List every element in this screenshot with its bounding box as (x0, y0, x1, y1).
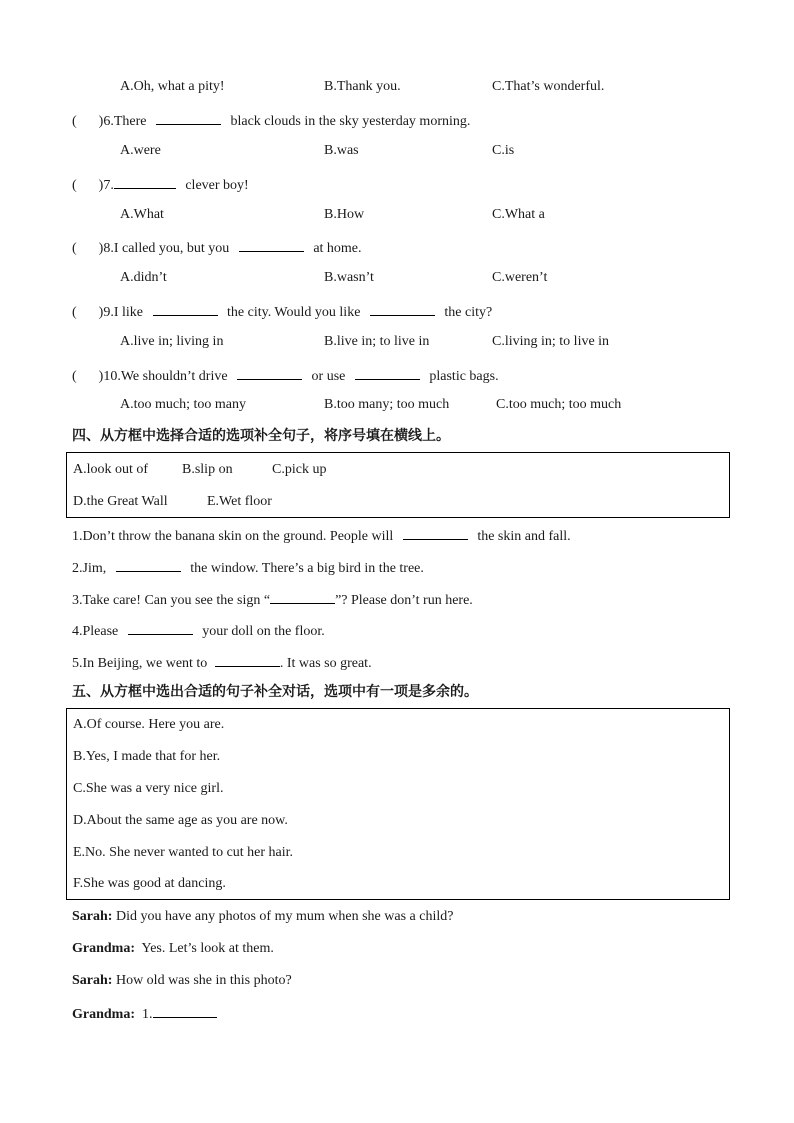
q9-stem: )9.I like (98, 305, 143, 320)
q10-rest: plastic bags. (429, 369, 499, 384)
q7-blank[interactable] (114, 173, 176, 189)
q10-mid: or use (311, 369, 346, 384)
q8-option-c: C.weren’t (492, 270, 548, 285)
q9-option-c: C.living in; to live in (492, 334, 610, 349)
q9-mid: the city. Would you like (227, 305, 361, 320)
word-option-d: D.the Great Wall (73, 494, 168, 509)
section-4-sentence-1 (72, 524, 571, 544)
q9-option-b: B.live in; to live in (324, 334, 430, 349)
sentence-4-blank[interactable] (128, 619, 193, 635)
q9-rest: the city? (444, 305, 493, 320)
sentence-3-blank[interactable] (270, 588, 335, 604)
sentence-5-text: 5.In Beijing, we went to (72, 656, 208, 671)
sentence-option-c: C.She was a very nice girl. (73, 781, 224, 796)
sentence-2-blank[interactable] (116, 556, 181, 572)
sentence-2-text: 2.Jim, (72, 561, 107, 576)
sentence-4-text: 4.Please (72, 624, 119, 639)
question-8 (72, 236, 362, 256)
q9-option-a: A.live in; living in (120, 334, 224, 349)
dialogue-text: 1. (142, 1007, 153, 1022)
sentence-option-d: D.About the same age as you are now. (73, 813, 288, 828)
q6-stem: )6.There (98, 114, 147, 129)
q8-option-a: A.didn’t (120, 270, 167, 285)
q6-option-b: B.was (324, 143, 359, 158)
answer-paren: ( (72, 114, 77, 129)
q10-option-a: A.too much; too many (120, 397, 246, 412)
sentence-option-a: A.Of course. Here you are. (73, 717, 225, 732)
q10-stem: )10.We shouldn’t drive (98, 369, 228, 384)
section-4-heading: 四、从方框中选择合适的选项补全句子，将序号填在横线上。 (72, 428, 450, 444)
q6-option-c: C.is (492, 143, 515, 158)
q8-rest: at home. (313, 241, 362, 256)
section-4-word-box (66, 452, 730, 518)
speaker-name: Grandma: (72, 1007, 135, 1022)
word-option-a: A.look out of (73, 462, 149, 477)
speaker-name: Grandma: (72, 941, 135, 956)
dialogue-line (72, 939, 274, 959)
q8-option-b: B.wasn’t (324, 270, 374, 285)
dialogue-line (72, 1002, 217, 1022)
answer-paren: ( (72, 241, 77, 256)
q6-rest: black clouds in the sky yesterday morning. (230, 114, 471, 129)
sentence-3-text: 3.Take care! Can you see the sign “ (72, 593, 271, 608)
dialogue-blank-1[interactable] (153, 1002, 217, 1018)
section-4-sentence-3 (72, 588, 473, 608)
question-7 (72, 173, 249, 193)
answer-paren: ( (72, 369, 77, 384)
dialogue-line (72, 907, 453, 927)
q7-rest: clever boy! (185, 178, 249, 193)
q7-option-a: A.What (120, 207, 164, 222)
sentence-3-end: ”? Please don’t run here. (335, 593, 473, 608)
word-option-b: B.slip on (182, 462, 233, 477)
q10-option-b: B.too many; too much (324, 397, 450, 412)
sentence-1-text: 1.Don’t throw the banana skin on the ground. People will (72, 529, 394, 544)
dialogue-text: How old was she in this photo? (115, 973, 292, 988)
q7-stem: )7. (98, 178, 114, 193)
section-5-sentence-box (66, 708, 730, 900)
question-6 (72, 109, 470, 129)
word-option-c: C.pick up (272, 462, 327, 477)
q6-blank[interactable] (156, 109, 221, 125)
q5-option-a: A.Oh, what a pity! (120, 79, 225, 94)
dialogue-text: Did you have any photos of my mum when she was a child? (115, 909, 454, 924)
speaker-name: Sarah: (72, 973, 113, 988)
sentence-1-blank[interactable] (403, 524, 468, 540)
q6-option-a: A.were (120, 143, 161, 158)
sentence-1-end: the skin and fall. (477, 529, 571, 544)
section-5-heading: 五、从方框中选出合适的句子补全对话，选项中有一项是多余的。 (72, 684, 478, 700)
dialogue-text: Yes. Let’s look at them. (141, 941, 274, 956)
sentence-5-end: . It was so great. (279, 656, 372, 671)
q10-blank-2[interactable] (355, 364, 420, 380)
speaker-name: Sarah: (72, 909, 113, 924)
q10-option-c: C.too much; too much (496, 397, 622, 412)
dialogue-line (72, 971, 292, 991)
section-4-sentence-5 (72, 651, 372, 671)
sentence-option-b: B.Yes, I made that for her. (73, 749, 221, 764)
question-9 (72, 300, 492, 320)
q8-stem: )8.I called you, but you (98, 241, 230, 256)
section-4-sentence-2 (72, 556, 424, 576)
q5-option-b: B.Thank you. (324, 79, 401, 94)
q7-option-b: B.How (324, 207, 365, 222)
q8-blank[interactable] (239, 236, 304, 252)
sentence-2-end: the window. There’s a big bird in the tree. (190, 561, 424, 576)
sentence-option-e: E.No. She never wanted to cut her hair. (73, 845, 294, 860)
sentence-5-blank[interactable] (215, 651, 280, 667)
sentence-4-end: your doll on the floor. (202, 624, 325, 639)
q9-blank-1[interactable] (153, 300, 218, 316)
q9-blank-2[interactable] (370, 300, 435, 316)
word-option-e: E.Wet floor (207, 494, 272, 509)
q5-option-c: C.That’s wonderful. (492, 79, 605, 94)
answer-paren: ( (72, 305, 77, 320)
section-4-sentence-4 (72, 619, 325, 639)
question-10 (72, 364, 499, 384)
answer-paren: ( (72, 178, 77, 193)
q7-option-c: C.What a (492, 207, 545, 222)
q10-blank-1[interactable] (237, 364, 302, 380)
sentence-option-f: F.She was good at dancing. (73, 876, 226, 891)
